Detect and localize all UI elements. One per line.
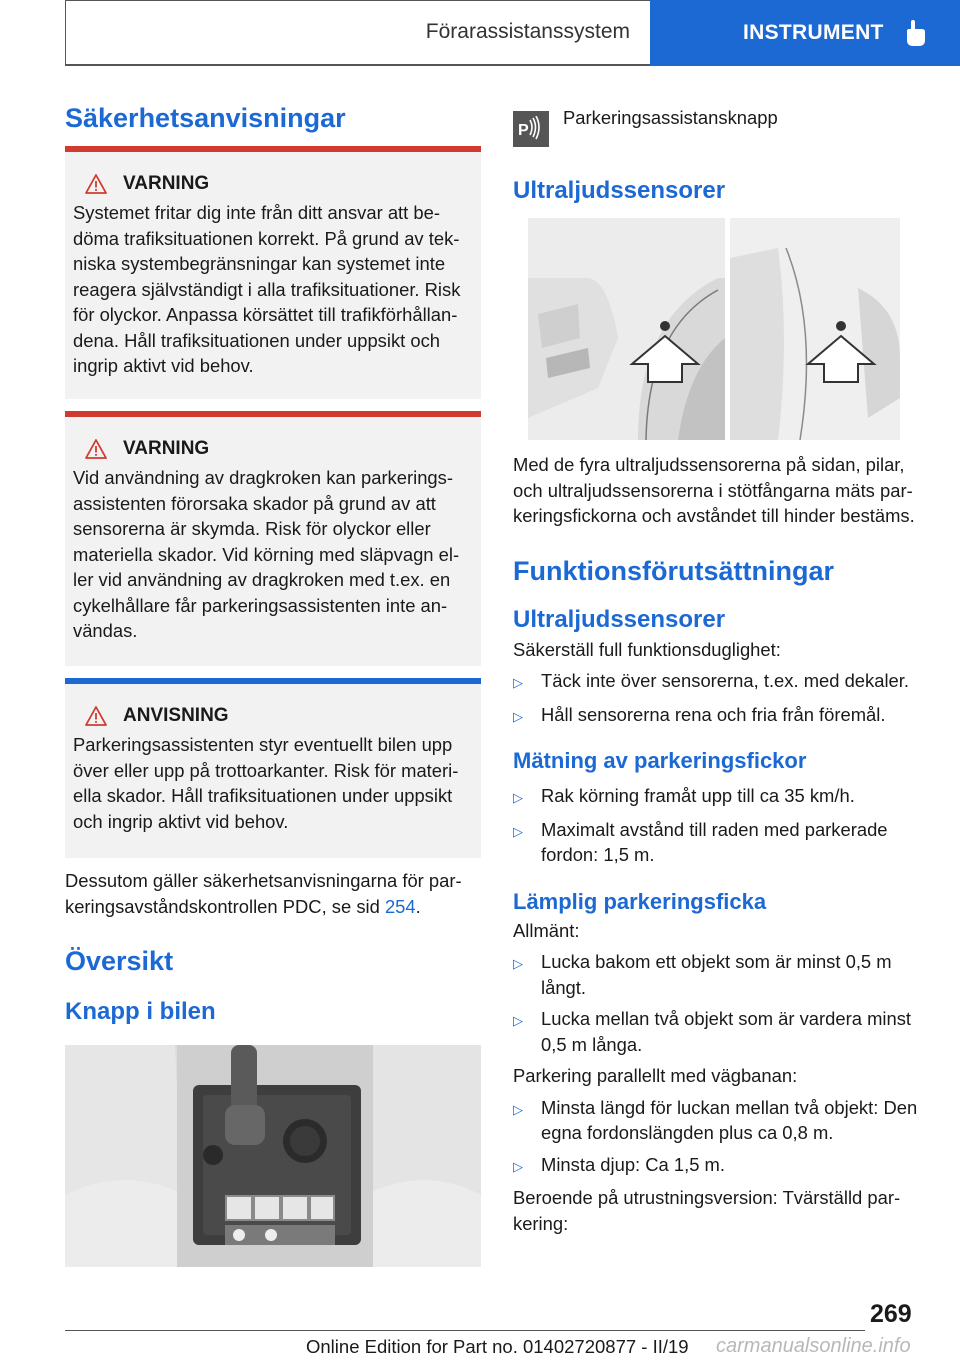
center-console-image — [65, 1045, 481, 1267]
page-reference-link[interactable]: 254 — [384, 895, 416, 917]
edition-text: Online Edition for Part no. 01402720877 - II/19 — [306, 1336, 689, 1357]
warning-triangle-icon — [85, 439, 107, 459]
pointing-hand-icon — [904, 20, 926, 46]
parking-assist-button-row — [513, 98, 928, 148]
page-number: 269 — [870, 1300, 912, 1328]
chapter-tab[interactable] — [650, 0, 960, 66]
suitable-space-title: Lämplig parkeringsficka — [513, 888, 767, 914]
notice-box — [65, 678, 481, 858]
perpendicular-note: Beroende på utrustningsversion: Tvärställd par-kering: — [513, 1187, 901, 1234]
bullet-triangle-icon: ▷ — [513, 1013, 523, 1028]
list-item: ▷ Minsta djup: Ca 1,5 m. — [513, 1152, 928, 1180]
notice-label: ANVISNING — [123, 705, 229, 726]
pdc-paragraph: Dessutom gäller säkerhetsanvisningarna för par-keringsavståndskontrollen PDC, se sid 254. — [65, 870, 462, 917]
bullet-triangle-icon: ▷ — [513, 675, 523, 690]
button-in-car-title: Knapp i bilen — [65, 998, 216, 1025]
warning-triangle-icon — [85, 174, 107, 194]
warning-triangle-icon — [85, 706, 107, 726]
warning-text: Systemet fritar dig inte från ditt ansvar att be-döma trafiksituationen korrekt. På grund av tek-niska systembegränsningar kan systemet inte reagera självständigt i alla trafiksituationer. Risk för olyckor. Anpassa körsättet till trafikförhållan-dena. Håll trafiksituationen under uppsikt och ingrip aktivt vid behov. — [73, 202, 461, 376]
list-item: ▷ Lucka mellan två objekt som är vardera minst 0,5 m långa. — [513, 1006, 928, 1057]
list-item: ▷ Maximalt avstånd till raden med parkerade fordon: 1,5 m. — [513, 817, 928, 868]
list-item: ▷ Täck inte över sensorerna, t.ex. med dekaler. — [513, 668, 928, 696]
footer-rule — [65, 1330, 865, 1331]
parking-assist-icon — [513, 111, 549, 147]
function-intro: Säkerställ full funktionsduglighet: — [513, 638, 781, 660]
sensor-description: Med de fyra ultraljudssensorerna på sidan, pilar, och ultraljudssensorerna i stötfångarna mäts par-keringsfickorna och avståndet till hinder bestäms. — [513, 454, 915, 526]
watermark: carmanualsonline.info — [716, 1335, 911, 1357]
warning-text: Vid användning av dragkroken kan parkerings-assistenten förorsaka skador på grund av att sensorerna är skymda. Risk för olyckor eller materiella skador. Vid körning med släpvagn el-ler vid användning av dragkroken med t.ex. en cykelhållare får parkeringsassistenten inte an-vändas. — [73, 467, 460, 641]
measurement-title: Mätning av parkeringsfickor — [513, 748, 807, 773]
safety-title: Säkerhetsanvisningar — [65, 103, 346, 133]
list-item: ▷ Håll sensorerna rena och fria från föremål. — [513, 702, 928, 730]
ultrasonic-sensors-title: Ultraljudssensorer — [513, 177, 726, 204]
header-rule-bottom — [65, 64, 650, 66]
suitable-intro: Allmänt: — [513, 919, 580, 941]
parallel-intro: Parkering parallellt med vägbanan: — [513, 1065, 798, 1086]
list-item: ▷ Rak körning framåt upp till ca 35 km/h. — [513, 783, 928, 811]
warning-label: VARNING — [123, 438, 210, 459]
bullet-triangle-icon: ▷ — [513, 1158, 523, 1174]
bullet-triangle-icon: ▷ — [513, 708, 523, 724]
function-sensors-subtitle: Ultraljudssensorer — [513, 605, 726, 633]
left-column — [65, 98, 481, 1267]
list-item: ▷ Minsta längd för luckan mellan två objekt: Den egna fordonslängden plus ca 0,8 m. — [513, 1095, 928, 1146]
notice-text: Parkeringsassistenten styr eventuellt bilen upp över eller upp på trottoarkanter. Risk för materi-ella skador. Håll trafiksituationen under uppsikt och ingrip aktivt vid behov. — [73, 734, 459, 832]
sensor-location-image — [528, 218, 900, 440]
svg-text:P: P — [518, 122, 529, 139]
bullet-triangle-icon: ▷ — [513, 1101, 523, 1117]
bullet-triangle-icon: ▷ — [513, 790, 523, 805]
bullet-triangle-icon: ▷ — [513, 823, 523, 839]
warning-box-1 — [65, 146, 481, 399]
list-item: ▷ Lucka bakom ett objekt som är minst 0,5 m långt. — [513, 949, 928, 1000]
section-title: Förarassistanssystem — [425, 20, 630, 43]
warning-box-2 — [65, 411, 481, 666]
overview-title: Översikt — [65, 946, 174, 976]
bullet-triangle-icon: ▷ — [513, 956, 523, 971]
warning-label: VARNING — [123, 173, 210, 194]
right-column — [513, 98, 928, 1236]
chapter-tab-label: INSTRUMENT — [743, 21, 884, 44]
parking-assist-label: Parkeringsassistansknapp — [563, 107, 778, 128]
function-requirements-title: Funktionsförutsättningar — [513, 555, 834, 586]
